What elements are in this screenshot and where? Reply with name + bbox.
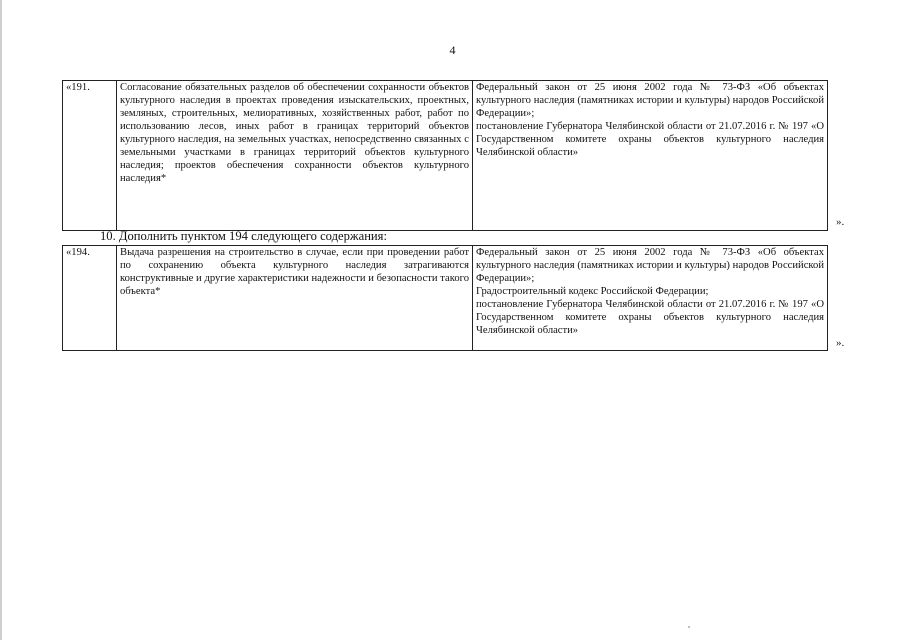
table-entry-191 [62,80,828,231]
amendment-instruction: 10. Дополнить пунктом 194 следующего содержания: [100,229,387,243]
scan-speck [688,626,690,628]
legal-basis-cell [473,246,828,351]
entry-number: «194. [63,246,117,351]
closing-quote: ». [836,337,845,349]
entry-number: «191. [63,81,117,231]
page-number: 4 [449,43,456,57]
table-row [63,81,828,231]
closing-quote: ». [836,216,845,228]
legal-basis-item: постановление Губернатора Челябинской области от 21.07.2016 г. № 197 «О Государственном комитете охраны объектов культурного наследия Челябинской области» [476,121,824,158]
legal-basis-cell [473,81,828,231]
scan-edge [0,0,2,640]
legal-basis-item: постановление Губернатора Челябинской области от 21.07.2016 г. № 197 «О Государственном комитете охраны объектов культурного наследия Челябинской области» [476,299,824,336]
legal-basis-item: Градостроительный кодекс Российской Федерации; [476,286,709,297]
table-entry-194 [62,245,828,351]
service-description: Выдача разрешения на строительство в случае, если при проведении работ по сохранению объекта культурного наследия затрагиваются конструктивные и другие характеристики надежности и безопасности такого объекта* [117,246,473,351]
table-row [63,246,828,351]
service-description: Согласование обязательных разделов об обеспечении сохранности объектов культурного наследия в проектах проведения изыскательских, проектных, земляных, строительных, мелиоративных, хозяйственных работ, работ по использованию лесов, иных работ в границах территорий объектов культурного наследия, на земельных участках, непосредственно связанных с земельными участками в границах территорий объектов культурного наследия; проектов обеспечения сохранности объектов культурного наследия* [117,81,473,231]
legal-basis-item: Федеральный закон от 25 июня 2002 года № 73-ФЗ «Об объектах культурного наследия (памятниках истории и культуры) народов Российской Федерации»; [476,82,824,119]
legal-basis-item: Федеральный закон от 25 июня 2002 года № 73-ФЗ «Об объектах культурного наследия (памятниках истории и культуры) народов Российской Федерации»; [476,247,824,284]
